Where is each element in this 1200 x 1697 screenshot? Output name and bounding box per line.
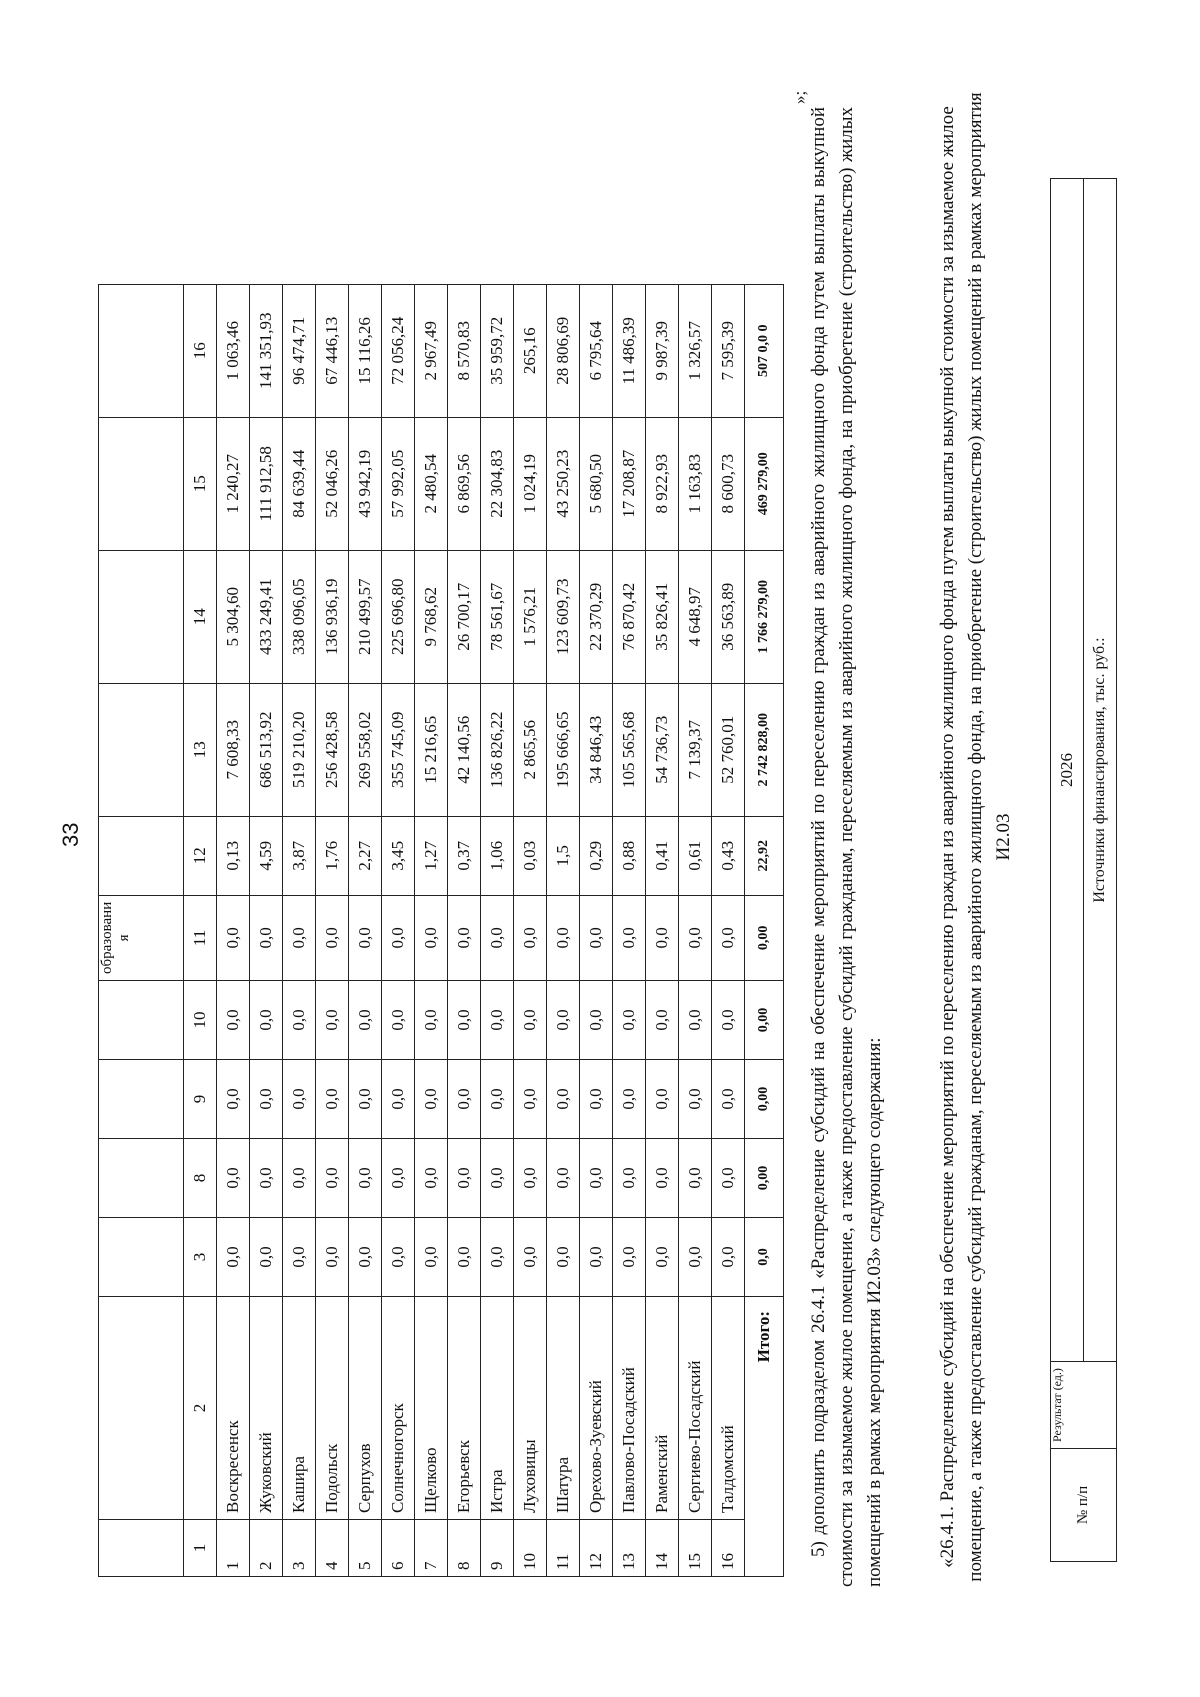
row-number: 12 bbox=[580, 1520, 613, 1577]
header-cell bbox=[99, 1297, 184, 1520]
value-cell: 0,0 bbox=[316, 981, 349, 1060]
value-cell: 8 570,83 bbox=[448, 284, 481, 417]
value-cell: 0,0 bbox=[514, 981, 547, 1060]
value-cell: 111 912,58 bbox=[250, 417, 283, 550]
value-cell: 5 680,50 bbox=[580, 417, 613, 550]
value-cell: 0,0 bbox=[250, 895, 283, 980]
row-number: 11 bbox=[547, 1520, 580, 1577]
value-cell: 0,0 bbox=[217, 1060, 250, 1139]
municipality-name: Солнечногорск bbox=[382, 1297, 415, 1520]
value-cell: 7 608,33 bbox=[217, 683, 250, 816]
total-value: 22,92 bbox=[745, 816, 784, 895]
value-cell: 36 563,89 bbox=[712, 550, 745, 683]
value-cell: 519 210,20 bbox=[283, 683, 316, 816]
header-cell bbox=[99, 981, 184, 1060]
municipality-name: Луховицы bbox=[514, 1297, 547, 1520]
value-cell: 0,0 bbox=[382, 981, 415, 1060]
row-number: 13 bbox=[613, 1520, 646, 1577]
value-cell: 355 745,09 bbox=[382, 683, 415, 816]
value-cell: 0,13 bbox=[217, 816, 250, 895]
value-cell: 0,0 bbox=[514, 895, 547, 980]
header-financing-sources: Источники финансирования, тыс. руб.: bbox=[1084, 179, 1117, 1362]
value-cell: 2 865,56 bbox=[514, 683, 547, 816]
table-row bbox=[613, 284, 646, 1576]
table-row bbox=[283, 284, 316, 1576]
subsidy-distribution-table bbox=[98, 284, 784, 1577]
value-cell: 42 140,56 bbox=[448, 683, 481, 816]
value-cell: 0,0 bbox=[250, 1139, 283, 1218]
value-cell: 78 561,67 bbox=[481, 550, 514, 683]
value-cell: 136 936,19 bbox=[316, 550, 349, 683]
municipality-name: Сергиево-Посадский bbox=[679, 1297, 712, 1520]
row-number: 8 bbox=[448, 1520, 481, 1577]
value-cell: 72 056,24 bbox=[382, 284, 415, 417]
value-cell: 225 696,80 bbox=[382, 550, 415, 683]
value-cell: 0,0 bbox=[349, 1060, 382, 1139]
value-cell: 0,0 bbox=[448, 895, 481, 980]
value-cell: 1 063,46 bbox=[217, 284, 250, 417]
value-cell: 6 795,64 bbox=[580, 284, 613, 417]
municipality-name: Жуковский bbox=[250, 1297, 283, 1520]
value-cell: 28 806,69 bbox=[547, 284, 580, 417]
table-row bbox=[349, 284, 382, 1576]
value-cell: 0,0 bbox=[316, 895, 349, 980]
value-cell: 0,0 bbox=[316, 1139, 349, 1218]
total-value: 2 742 828,00 bbox=[745, 683, 784, 816]
value-cell: 1,76 bbox=[316, 816, 349, 895]
value-cell: 0,41 bbox=[646, 816, 679, 895]
value-cell: 105 565,68 bbox=[613, 683, 646, 816]
value-cell: 0,0 bbox=[613, 1218, 646, 1297]
municipality-name: Истра bbox=[481, 1297, 514, 1520]
value-cell: 1,06 bbox=[481, 816, 514, 895]
value-cell: 35 959,72 bbox=[481, 284, 514, 417]
value-cell: 0,0 bbox=[349, 1139, 382, 1218]
value-cell: 0,0 bbox=[283, 1139, 316, 1218]
value-cell: 0,0 bbox=[712, 1218, 745, 1297]
value-cell: 0,0 bbox=[547, 895, 580, 980]
row-number: 1 bbox=[217, 1520, 250, 1577]
value-cell: 0,0 bbox=[481, 1139, 514, 1218]
header-cell bbox=[99, 1060, 184, 1139]
value-cell: 6 869,56 bbox=[448, 417, 481, 550]
value-cell: 0,0 bbox=[679, 1218, 712, 1297]
value-cell: 1,5 bbox=[547, 816, 580, 895]
value-cell: 0,0 bbox=[514, 1060, 547, 1139]
value-cell: 43 250,23 bbox=[547, 417, 580, 550]
table-row bbox=[712, 284, 745, 1576]
value-cell: 269 558,02 bbox=[349, 683, 382, 816]
value-cell: 0,0 bbox=[349, 1218, 382, 1297]
value-cell: 433 249,41 bbox=[250, 550, 283, 683]
value-cell: 0,0 bbox=[283, 1060, 316, 1139]
value-cell: 0,0 bbox=[646, 1139, 679, 1218]
value-cell: 0,0 bbox=[283, 895, 316, 980]
value-cell: 84 639,44 bbox=[283, 417, 316, 550]
value-cell: 0,0 bbox=[712, 981, 745, 1060]
closing-quote: »; bbox=[790, 90, 809, 104]
header-cell bbox=[99, 550, 184, 683]
row-number: 5 bbox=[349, 1520, 382, 1577]
total-value: 0,00 bbox=[745, 1139, 784, 1218]
column-number: 3 bbox=[184, 1218, 217, 1297]
table-row bbox=[382, 284, 415, 1576]
value-cell: 0,0 bbox=[316, 1060, 349, 1139]
value-cell: 1 163,83 bbox=[679, 417, 712, 550]
value-cell: 0,0 bbox=[481, 895, 514, 980]
value-cell: 0,0 bbox=[448, 1139, 481, 1218]
value-cell: 256 428,58 bbox=[316, 683, 349, 816]
value-cell: 0,0 bbox=[547, 981, 580, 1060]
total-value: 0,00 bbox=[745, 895, 784, 980]
municipality-name: Кашира bbox=[283, 1297, 316, 1520]
column-number-row bbox=[184, 284, 217, 1576]
value-cell: 0,0 bbox=[679, 981, 712, 1060]
value-cell: 52 046,26 bbox=[316, 417, 349, 550]
value-cell: 3,45 bbox=[382, 816, 415, 895]
value-cell: 0,0 bbox=[613, 1139, 646, 1218]
municipality-name: Павлово-Посадский bbox=[613, 1297, 646, 1520]
value-cell: 35 826,41 bbox=[646, 550, 679, 683]
total-value: 0,00 bbox=[745, 1060, 784, 1139]
value-cell: 123 609,73 bbox=[547, 550, 580, 683]
value-cell: 2 480,54 bbox=[415, 417, 448, 550]
value-cell: 5 304,60 bbox=[217, 550, 250, 683]
value-cell: 1 240,27 bbox=[217, 417, 250, 550]
row-number: 16 bbox=[712, 1520, 745, 1577]
table-row bbox=[679, 284, 712, 1576]
value-cell: 0,0 bbox=[580, 1139, 613, 1218]
section-heading-26-4-1: «26.4.1. Распределение субсидий на обеспечение мероприятий по переселению граждан из аварийного жилищного фонда путем выплаты выкупной стоимости за изымаемое жилое помещение, а также предоставление субсидий гражданам, переселяемым из аварийного жилищного фонда, на приобретение (строительство) жилых помещений в рамках мероприятия И2.03 bbox=[937, 92, 1014, 1582]
value-cell: 0,0 bbox=[415, 1139, 448, 1218]
column-number: 10 bbox=[184, 981, 217, 1060]
table-row bbox=[646, 284, 679, 1576]
row-number: 6 bbox=[382, 1520, 415, 1577]
table-row bbox=[547, 284, 580, 1576]
value-cell: 0,0 bbox=[481, 1060, 514, 1139]
row-number: 4 bbox=[316, 1520, 349, 1577]
value-cell: 0,0 bbox=[250, 1060, 283, 1139]
value-cell: 54 736,73 bbox=[646, 683, 679, 816]
municipality-name: Серпухов bbox=[349, 1297, 382, 1520]
row-number: 9 bbox=[481, 1520, 514, 1577]
table-row bbox=[448, 284, 481, 1576]
table-row bbox=[217, 284, 250, 1576]
value-cell: 0,0 bbox=[613, 895, 646, 980]
value-cell: 0,0 bbox=[415, 981, 448, 1060]
total-value: 469 279,00 bbox=[745, 417, 784, 550]
value-cell: 0,0 bbox=[448, 1060, 481, 1139]
value-cell: 0,0 bbox=[646, 1218, 679, 1297]
value-cell: 96 474,71 bbox=[283, 284, 316, 417]
amendment-item-5 bbox=[805, 107, 889, 1587]
header-row-number: № п/п bbox=[1051, 1449, 1117, 1562]
value-cell: 3,87 bbox=[283, 816, 316, 895]
value-cell: 4 648,97 bbox=[679, 550, 712, 683]
value-cell: 76 870,42 bbox=[613, 550, 646, 683]
column-number: 13 bbox=[184, 683, 217, 816]
value-cell: 136 826,22 bbox=[481, 683, 514, 816]
column-number: 14 bbox=[184, 550, 217, 683]
value-cell: 195 666,65 bbox=[547, 683, 580, 816]
value-cell: 57 992,05 bbox=[382, 417, 415, 550]
municipality-name: Талдомский bbox=[712, 1297, 745, 1520]
municipality-name: Щелково bbox=[415, 1297, 448, 1520]
value-cell: 0,0 bbox=[250, 1218, 283, 1297]
value-cell: 0,0 bbox=[547, 1218, 580, 1297]
value-cell: 0,0 bbox=[217, 895, 250, 980]
value-cell: 0,43 bbox=[712, 816, 745, 895]
value-cell: 0,0 bbox=[514, 1139, 547, 1218]
municipality-name: Воскресенск bbox=[217, 1297, 250, 1520]
value-cell: 0,0 bbox=[415, 895, 448, 980]
value-cell: 1,27 bbox=[415, 816, 448, 895]
value-cell: 0,0 bbox=[646, 981, 679, 1060]
row-number: 7 bbox=[415, 1520, 448, 1577]
row-number: 14 bbox=[646, 1520, 679, 1577]
row-number: 2 bbox=[250, 1520, 283, 1577]
value-cell: 8 922,93 bbox=[646, 417, 679, 550]
value-cell: 34 846,43 bbox=[580, 683, 613, 816]
value-cell: 17 208,87 bbox=[613, 417, 646, 550]
value-cell: 0,0 bbox=[316, 1218, 349, 1297]
column-number: 11 bbox=[184, 895, 217, 980]
value-cell: 0,0 bbox=[217, 1218, 250, 1297]
header-cell bbox=[99, 683, 184, 816]
column-number: 12 bbox=[184, 816, 217, 895]
header-cell bbox=[99, 1139, 184, 1218]
value-cell: 0,0 bbox=[712, 895, 745, 980]
row-number: 15 bbox=[679, 1520, 712, 1577]
value-cell: 0,0 bbox=[349, 895, 382, 980]
total-value: 0,00 bbox=[745, 981, 784, 1060]
value-cell: 0,0 bbox=[448, 981, 481, 1060]
value-cell: 141 351,93 bbox=[250, 284, 283, 417]
value-cell: 9 768,62 bbox=[415, 550, 448, 683]
value-cell: 0,0 bbox=[283, 1218, 316, 1297]
value-cell: 0,0 bbox=[679, 1060, 712, 1139]
total-value: 0,0 bbox=[745, 1218, 784, 1297]
value-cell: 1 024,19 bbox=[514, 417, 547, 550]
amendment-item-5-text: 5) дополнить подразделом 26.4.1 «Распределение субсидий на обеспечение мероприятий по переселению граждан из аварийного жилищного фонда путем выплаты выкупной стоимости за изымаемое жилое помещение, а также предоставление субсидий гражданам, переселяемым из аварийного жилищного фонда, на приобретение (строительство) жилых помещений в рамках мероприятия И2.03» следующего содержания: bbox=[808, 107, 885, 1587]
value-cell: 15 216,65 bbox=[415, 683, 448, 816]
value-cell: 0,03 bbox=[514, 816, 547, 895]
table-row bbox=[481, 284, 514, 1576]
total-value: 507 0,0 0 bbox=[745, 284, 784, 417]
value-cell: 0,0 bbox=[679, 1139, 712, 1218]
header-cell bbox=[99, 284, 184, 417]
municipality-name: Подольск bbox=[316, 1297, 349, 1520]
value-cell: 0,0 bbox=[514, 1218, 547, 1297]
value-cell: 2 967,49 bbox=[415, 284, 448, 417]
table-header-row bbox=[99, 284, 184, 1576]
value-cell: 0,0 bbox=[646, 895, 679, 980]
header-year: 2026 bbox=[1051, 179, 1084, 1362]
value-cell: 7 595,39 bbox=[712, 284, 745, 417]
value-cell: 0,0 bbox=[382, 1139, 415, 1218]
financing-sources-table bbox=[1050, 178, 1117, 1562]
header-cell bbox=[99, 816, 184, 895]
value-cell: 15 116,26 bbox=[349, 284, 382, 417]
value-cell: 0,0 bbox=[250, 981, 283, 1060]
value-cell: 0,0 bbox=[712, 1060, 745, 1139]
value-cell: 0,0 bbox=[448, 1218, 481, 1297]
total-value: 1 766 279,00 bbox=[745, 550, 784, 683]
value-cell: 0,37 bbox=[448, 816, 481, 895]
table-row bbox=[250, 284, 283, 1576]
column-number: 2 bbox=[184, 1297, 217, 1520]
value-cell: 0,0 bbox=[481, 981, 514, 1060]
municipality-name: Раменский bbox=[646, 1297, 679, 1520]
row-number: 3 bbox=[283, 1520, 316, 1577]
value-cell: 0,0 bbox=[712, 1139, 745, 1218]
value-cell: 8 600,73 bbox=[712, 417, 745, 550]
header-fragment-cell: образовани я bbox=[99, 895, 184, 980]
value-cell: 22 370,29 bbox=[580, 550, 613, 683]
value-cell: 0,0 bbox=[646, 1060, 679, 1139]
value-cell: 0,0 bbox=[415, 1060, 448, 1139]
value-cell: 1 576,21 bbox=[514, 550, 547, 683]
value-cell: 0,0 bbox=[217, 981, 250, 1060]
table-row bbox=[415, 284, 448, 1576]
column-number: 8 bbox=[184, 1139, 217, 1218]
value-cell: 52 760,01 bbox=[712, 683, 745, 816]
value-cell: 0,0 bbox=[547, 1060, 580, 1139]
value-cell: 7 139,37 bbox=[679, 683, 712, 816]
value-cell: 11 486,39 bbox=[613, 284, 646, 417]
value-cell: 0,0 bbox=[580, 981, 613, 1060]
total-label: Итого: bbox=[745, 1297, 784, 1577]
value-cell: 0,0 bbox=[580, 895, 613, 980]
header-cell bbox=[99, 417, 184, 550]
table-row bbox=[316, 284, 349, 1576]
header-cell bbox=[99, 1520, 184, 1577]
value-cell: 0,0 bbox=[580, 1218, 613, 1297]
column-number: 1 bbox=[184, 1520, 217, 1577]
table-row bbox=[580, 284, 613, 1576]
value-cell: 0,0 bbox=[382, 1218, 415, 1297]
value-cell: 26 700,17 bbox=[448, 550, 481, 683]
value-cell: 0,88 bbox=[613, 816, 646, 895]
value-cell: 0,0 bbox=[283, 981, 316, 1060]
row-number: 10 bbox=[514, 1520, 547, 1577]
value-cell: 0,0 bbox=[349, 981, 382, 1060]
table-row bbox=[514, 284, 547, 1576]
value-cell: 22 304,83 bbox=[481, 417, 514, 550]
value-cell: 0,0 bbox=[382, 1060, 415, 1139]
page-number: 33 bbox=[58, 822, 83, 847]
value-cell: 0,61 bbox=[679, 816, 712, 895]
value-cell: 0,0 bbox=[547, 1139, 580, 1218]
value-cell: 0,0 bbox=[217, 1139, 250, 1218]
value-cell: 0,0 bbox=[481, 1218, 514, 1297]
value-cell: 265,16 bbox=[514, 284, 547, 417]
value-cell: 0,29 bbox=[580, 816, 613, 895]
column-number: 15 bbox=[184, 417, 217, 550]
value-cell: 0,0 bbox=[382, 895, 415, 980]
municipality-name: Шатура bbox=[547, 1297, 580, 1520]
value-cell: 210 499,57 bbox=[349, 550, 382, 683]
value-cell: 338 096,05 bbox=[283, 550, 316, 683]
municipality-name: Егорьевск bbox=[448, 1297, 481, 1520]
value-cell: 43 942,19 bbox=[349, 417, 382, 550]
value-cell: 0,0 bbox=[415, 1218, 448, 1297]
column-number: 9 bbox=[184, 1060, 217, 1139]
value-cell: 686 513,92 bbox=[250, 683, 283, 816]
column-number: 16 bbox=[184, 284, 217, 417]
value-cell: 0,0 bbox=[613, 981, 646, 1060]
value-cell: 1 326,57 bbox=[679, 284, 712, 417]
value-cell: 0,0 bbox=[679, 895, 712, 980]
header-cell bbox=[99, 1218, 184, 1297]
value-cell: 2,27 bbox=[349, 816, 382, 895]
value-cell: 0,0 bbox=[580, 1060, 613, 1139]
header-result: Результат (ед.) bbox=[1051, 1362, 1117, 1449]
value-cell: 4,59 bbox=[250, 816, 283, 895]
total-row bbox=[745, 284, 784, 1576]
value-cell: 67 446,13 bbox=[316, 284, 349, 417]
value-cell: 0,0 bbox=[613, 1060, 646, 1139]
municipality-name: Орехово-Зуевский bbox=[580, 1297, 613, 1520]
value-cell: 9 987,39 bbox=[646, 284, 679, 417]
